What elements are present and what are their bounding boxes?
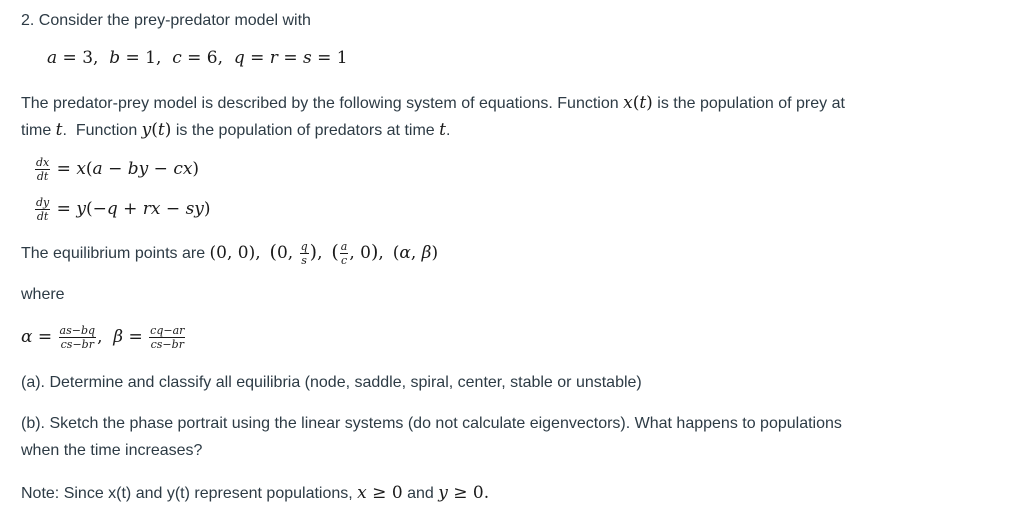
beta-fraction: $\frac{cq-ar}{cs-br}$ (150, 324, 185, 351)
where-label: where (21, 286, 65, 303)
equilibrium-points-line (21, 241, 438, 266)
equation-dy-dt: $\frac{dy}{dt}$ = y(−q + rx − sy) (36, 196, 211, 223)
equilibria-label: The equilibrium points are (21, 245, 206, 262)
dy-dt-fraction: $\frac{dy}{dt}$ (36, 196, 50, 223)
equilibrium-interior: (α, β) (392, 243, 439, 263)
alpha-fraction: $\frac{as-bq}{cs-br}$ (59, 324, 96, 351)
equilibrium-origin: (0, 0), (209, 243, 261, 263)
dx-dt-fraction: $\frac{dx}{dt}$ (36, 156, 50, 183)
note-text: Note: Since x(t) and y(t) represent populations, x ≥ 0 and y ≥ 0. (21, 483, 490, 503)
equilibrium-y-axis: (0, $\frac{q}{s}$ ), (269, 240, 323, 267)
problem-heading: 2. Consider the prey-predator model with (21, 12, 311, 29)
part-a-text: (a). Determine and classify all equilibria (node, saddle, spiral, center, stable or unstable) (21, 374, 642, 391)
intro-text-line-2: time t. Function y(t) is the population of predators at time t. (21, 120, 451, 140)
alpha-beta-definitions: α = $\frac{as-bq}{cs-br}$ , β = $\frac{cq-ar}{cs-br}$ (21, 324, 185, 351)
intro-text-line-1: The predator-prey model is described by the following system of equations. Function x(t) is the population of prey at (21, 93, 845, 113)
part-b-text-line-1: (b). Sketch the phase portrait using the linear systems (do not calculate eigenvectors). What happens to populations (21, 415, 842, 432)
equation-dx-dt: $\frac{dx}{dt}$ = x(a − by − cx) (36, 156, 200, 183)
part-b-text-line-2: when the time increases? (21, 442, 203, 459)
equilibrium-x-axis: ( $\frac{a}{c}$ , 0), (331, 240, 384, 267)
parameter-values: a = 3, b = 1, c = 6, q = r = s = 1 (47, 48, 348, 68)
